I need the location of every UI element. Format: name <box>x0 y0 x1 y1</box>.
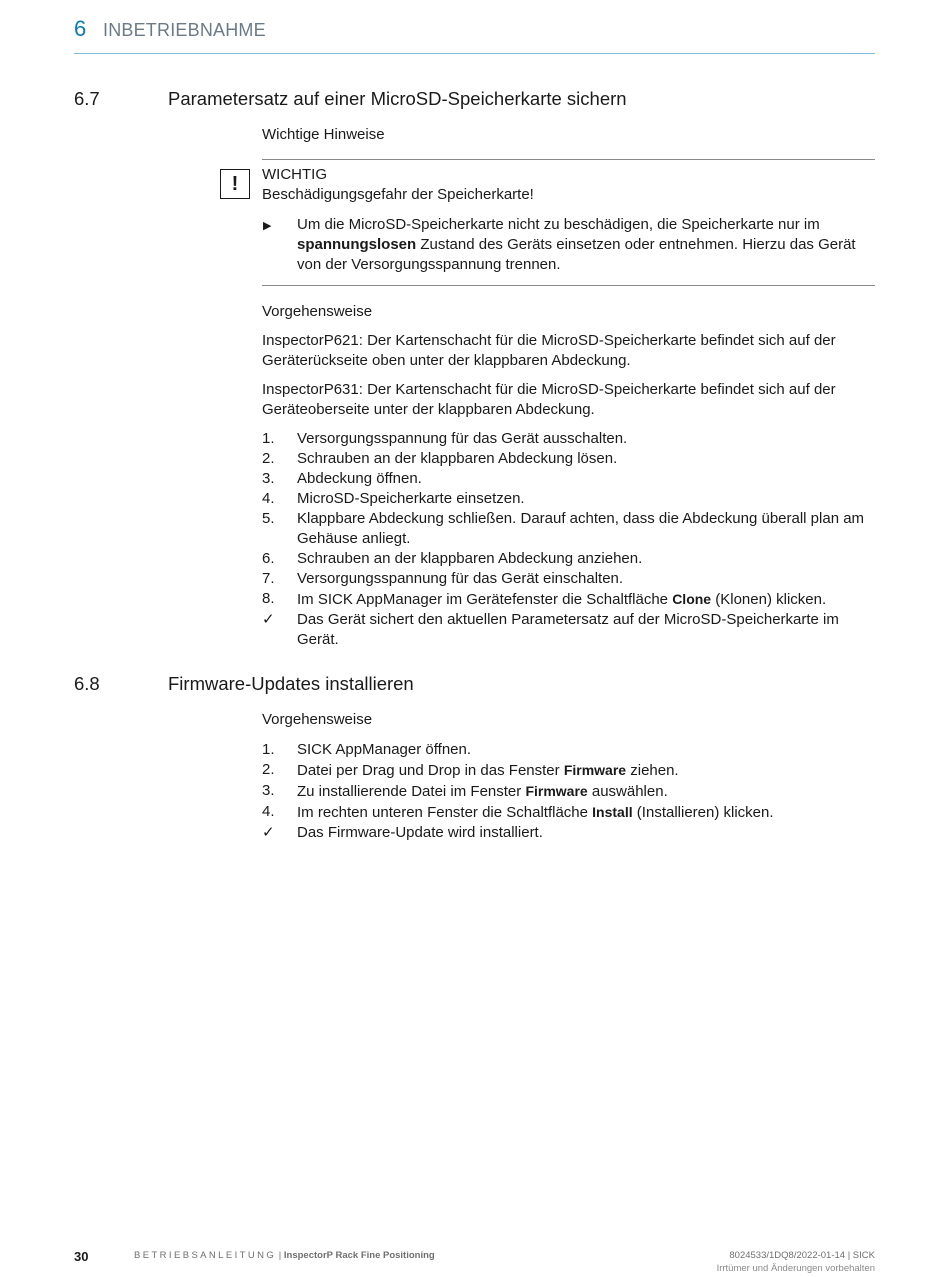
steps-list-sd-card <box>262 429 877 650</box>
list-text: Schrauben an der klappbaren Abdeckung anziehen. <box>297 550 643 567</box>
list-marker: 7. <box>262 570 275 587</box>
paragraph-p631: InspectorP631: Der Kartenschacht für die MicroSD-Speicherkarte befindet sich auf der Geräteoberseite unter der klappbaren Abdeckung. <box>262 381 836 418</box>
list-text: Versorgungsspannung für das Gerät ausschalten. <box>297 430 628 447</box>
list-text: Versorgungsspannung für das Gerät einschalten. <box>297 570 624 587</box>
section-number: 6.7 <box>74 88 100 109</box>
list-item <box>262 489 877 509</box>
procedure-heading: Vorgehensweise <box>262 711 373 728</box>
list-text: MicroSD-Speicherkarte einsetzen. <box>297 490 525 507</box>
paragraph-p621: InspectorP621: Der Kartenschacht für die MicroSD-Speicherkarte befindet sich auf der Geräterückseite oben unter der klappbaren Abdeckung. <box>262 332 836 369</box>
list-item <box>262 823 877 843</box>
warning-bottom-divider <box>262 285 875 286</box>
ui-term-firmware: Firmware <box>563 762 627 778</box>
warning-heading: Beschädigungsgefahr der Speicherkarte! <box>262 186 534 203</box>
checkmark-icon: ✓ <box>262 611 275 628</box>
exclamation-icon: ! <box>220 169 250 199</box>
list-text: Das Gerät sichert den aktuellen Parametersatz auf der MicroSD-Speicherkarte im Gerät. <box>297 611 839 648</box>
list-marker: 3. <box>262 782 275 799</box>
ui-term-firmware: Firmware <box>525 783 588 799</box>
section-title: Parametersatz auf einer MicroSD-Speicherkarte sichern <box>168 88 627 109</box>
list-item <box>262 509 877 549</box>
list-marker: 2. <box>262 450 275 467</box>
list-marker: 3. <box>262 470 275 487</box>
list-marker: 8. <box>262 590 275 607</box>
warning-label: WICHTIG <box>262 166 327 183</box>
section-title: Firmware-Updates installieren <box>168 673 414 694</box>
list-item <box>262 569 877 589</box>
ui-term-install: Install <box>592 804 633 820</box>
list-marker: 1. <box>262 430 275 447</box>
disclaimer: Irrtümer und Änderungen vorbehalten <box>716 1263 875 1274</box>
product-name: InspectorP Rack Fine Positioning <box>283 1250 435 1261</box>
list-text: Das Firmware-Update wird installiert. <box>297 824 543 841</box>
list-text: Im rechten unteren Fenster die Schaltfläche Install (Installieren) klicken. <box>297 804 774 821</box>
list-marker: 4. <box>262 490 275 507</box>
list-item <box>262 429 877 449</box>
list-text: Im SICK AppManager im Gerätefenster die Schaltfläche Clone (Klonen) klicken. <box>297 591 827 608</box>
list-item <box>262 802 877 823</box>
doc-id: 8024533/1DQ8/2022-01-14 | SICK <box>729 1250 875 1261</box>
list-item <box>262 781 877 802</box>
doc-type: BETRIEBSANLEITUNG <box>134 1250 277 1261</box>
list-marker: 6. <box>262 550 275 567</box>
list-item <box>262 469 877 489</box>
chapter-number: 6 <box>74 16 87 41</box>
list-item <box>262 740 877 760</box>
list-text: Datei per Drag und Drop in das Fenster Firmware ziehen. <box>297 762 679 779</box>
list-marker: 2. <box>262 761 275 778</box>
ui-term-clone: Clone <box>672 591 712 607</box>
chapter-title: INBETRIEBNAHME <box>103 20 266 40</box>
section-number: 6.8 <box>74 673 100 694</box>
checkmark-icon: ✓ <box>262 824 275 841</box>
list-text: Schrauben an der klappbaren Abdeckung lösen. <box>297 450 618 467</box>
header-divider <box>74 53 875 54</box>
list-item <box>262 760 877 781</box>
list-text: Zu installierende Datei im Fenster Firmware auswählen. <box>297 783 668 800</box>
procedure-heading: Vorgehensweise <box>262 303 373 320</box>
list-text: Abdeckung öffnen. <box>297 470 422 487</box>
list-text: SICK AppManager öffnen. <box>297 741 472 758</box>
list-text: Klappbare Abdeckung schließen. Darauf achten, dass die Abdeckung überall plan am Gehäuse anliegt. <box>297 510 865 547</box>
list-item <box>262 589 877 610</box>
triangle-right-icon: ▶ <box>263 220 272 232</box>
warning-text: Um die MicroSD-Speicherkarte nicht zu beschädigen, die Speicherkarte nur im spannungslosen Zustand des Geräts einsetzen oder entnehmen. Hierzu das Gerät von der Versorgungsspannung trennen. <box>297 216 856 273</box>
footer-doc-info: BETRIEBSANLEITUNG | InspectorP Rack Fine Positioning <box>134 1250 435 1261</box>
steps-list-firmware <box>262 740 877 843</box>
list-item <box>262 610 877 650</box>
list-marker: 4. <box>262 803 275 820</box>
list-marker: 1. <box>262 741 275 758</box>
notes-heading: Wichtige Hinweise <box>262 126 385 143</box>
list-item <box>262 449 877 469</box>
list-item <box>262 549 877 569</box>
page-number: 30 <box>74 1249 89 1264</box>
warning-top-divider <box>262 159 875 160</box>
list-marker: 5. <box>262 510 275 527</box>
